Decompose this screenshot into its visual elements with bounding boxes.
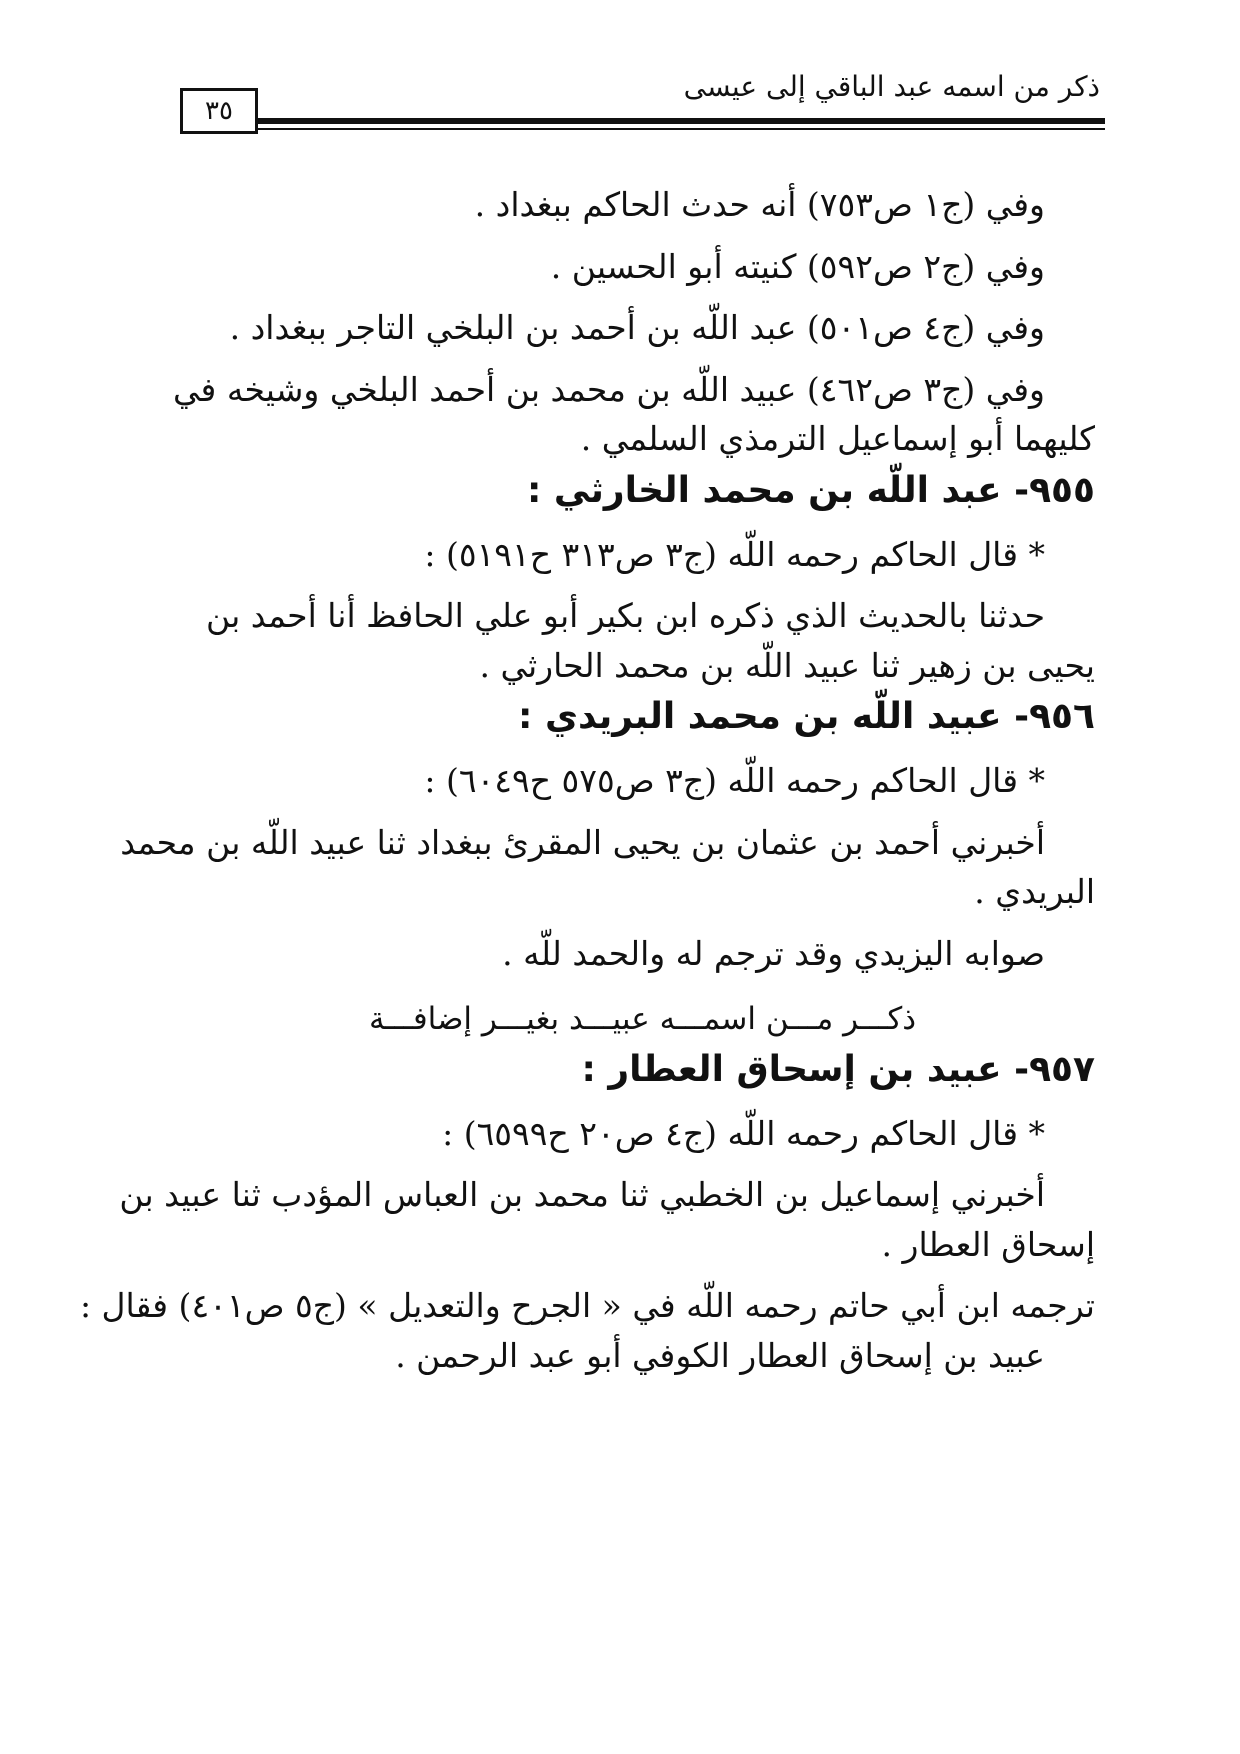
entry-955-heading: ٩٥٥- عبد اللّه بن محمد الخارثي : [527, 469, 1095, 511]
page-number: ٣٥ [205, 96, 233, 126]
entry-957-citation: * قال الحاكم رحمه اللّه (ج٤ ص٢٠ ح٦٥٩٩) : [442, 1113, 1045, 1153]
entry-955-citation: * قال الحاكم رحمه اللّه (ج٣ ص٣١٣ ح٥١٩١) : [424, 534, 1045, 574]
header-rule-thin [258, 128, 1105, 130]
paragraph-4-line-1: وفي (ج٣ ص٤٦٢) عبيد اللّه بن محمد بن أحمد البلخي وشيخه في [173, 369, 1045, 409]
paragraph-2: وفي (ج٢ ص٥٩٢) كنيته أبو الحسين . [550, 246, 1045, 286]
entry-957-heading: ٩٥٧- عبيد بن إسحاق العطار : [581, 1048, 1095, 1090]
entry-957-note-line-2: عبيد بن إسحاق العطار الكوفي أبو عبد الرحمن . [395, 1335, 1045, 1375]
entry-957-text-line-1: أخبرني إسماعيل بن الخطبي ثنا محمد بن العباس المؤدب ثنا عبيد بن [119, 1175, 1045, 1214]
entry-956-citation: * قال الحاكم رحمه اللّه (ج٣ ص٥٧٥ ح٦٠٤٩) : [424, 761, 1045, 800]
entry-956-text-line-2: البريدي . [974, 872, 1095, 911]
header-rule-thick [258, 118, 1105, 124]
paragraph-1: وفي (ج١ ص٧٥٣) أنه حدث الحاكم ببغداد . [474, 185, 1045, 224]
entry-956-heading: ٩٥٦- عبيد اللّه بن محمد البريدي : [518, 696, 1095, 737]
paragraph-4-line-2: كليهما أبو إسماعيل الترمذي السلمي . [580, 419, 1095, 458]
entry-955-text-line-2: يحيى بن زهير ثنا عبيد اللّه بن محمد الحارثي . [479, 645, 1095, 685]
section-heading: ذكـــر مـــن اسمـــه عبيـــد بغيـــر إضافـــة [368, 1001, 917, 1037]
entry-956-text-line-1: أخبرني أحمد بن عثمان بن يحيى المقرئ ببغداد ثنا عبيد اللّه بن محمد [120, 822, 1045, 862]
entry-957-text-line-2: إسحاق العطار . [881, 1224, 1095, 1264]
entry-957-note-line-1: ترجمه ابن أبي حاتم رحمه اللّه في « الجرح والتعديل » (ج٥ ص٤٠١) فقال : [79, 1286, 1095, 1325]
page-number-box [180, 88, 258, 134]
page-body [79, 180, 1095, 1380]
entry-955-text-line-1: حدثنا بالحديث الذي ذكره ابن بكير أبو علي الحافظ أنا أحمد بن [205, 596, 1045, 635]
paragraph-3: وفي (ج٤ ص٥٠١) عبد اللّه بن أحمد بن البلخي التاجر ببغداد . [229, 308, 1045, 347]
entry-956-note: صوابه اليزيدي وقد ترجم له والحمد للّه . [502, 933, 1045, 973]
running-header-title: ذكر من اسمه عبد الباقي إلى عيسى [683, 70, 1100, 103]
